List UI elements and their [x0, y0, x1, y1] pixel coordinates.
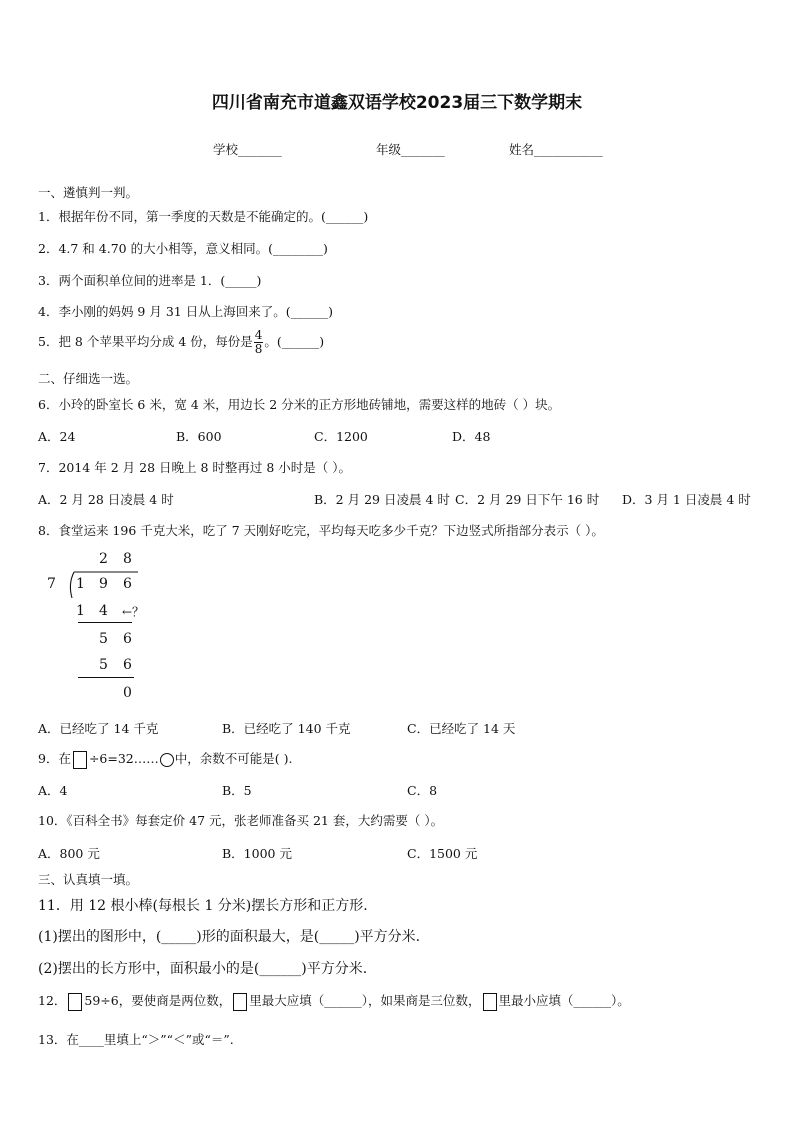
division-rule	[78, 622, 132, 623]
product-digit: 6	[123, 657, 132, 673]
q6-option-a: A．24	[38, 429, 76, 444]
q6-option-d: D．48	[452, 429, 491, 444]
question-6: 6．小玲的卧室长 6 米，宽 4 米，用边长 2 分米的正方形地砖铺地，需要这样的地砖（ ）块。	[38, 397, 561, 412]
q9-option-b: B．5	[222, 783, 252, 798]
blank-box	[73, 751, 87, 769]
section1-heading: 一、遴慎判一判。	[38, 185, 139, 200]
question-12	[38, 991, 630, 1011]
question-9	[38, 749, 292, 769]
quotient-digit: 8	[123, 551, 132, 567]
blank-circle	[160, 753, 174, 767]
final-remainder: 0	[123, 685, 132, 701]
product-digit: 5	[99, 657, 108, 673]
question-1: 1．根据年份不同，第一季度的天数是不能确定的。(______)	[38, 209, 369, 224]
arrow-pointer: ←？	[122, 605, 145, 619]
q7-option-c: C．2 月 29 日下午 16 时	[455, 492, 600, 507]
q10-option-a: A．800 元	[38, 846, 100, 861]
quotient-digit: 2	[99, 551, 108, 567]
question-12-number: 12．	[38, 993, 67, 1008]
product-digit: 4	[99, 603, 108, 619]
question-2: 2．4.7 和 4.70 的大小相等，意义相同。(________)	[38, 241, 328, 256]
remainder-digit: 6	[123, 631, 132, 647]
name-field: 姓名___________	[509, 142, 603, 157]
question-4: 4．李小刚的妈妈 9 月 31 日从上海回来了。(______)	[38, 304, 333, 319]
q6-option-c: C．1200	[314, 429, 368, 444]
school-field: 学校_______	[213, 142, 282, 157]
question-9-text: 9．在	[38, 751, 71, 766]
question-10: 10．《百科全书》每套定价 47 元，张老师准备买 21 套，大约需要（ ）。	[38, 813, 444, 828]
blank-box	[233, 993, 247, 1011]
question-12-expression: 59÷6，要使商是两位数，	[84, 993, 232, 1008]
q7-option-b: B．2 月 29 日凌晨 4 时	[314, 492, 450, 507]
remainder-digit: 5	[99, 631, 108, 647]
dividend-digit: 9	[99, 576, 108, 592]
section2-heading: 二、仔细选一选。	[38, 371, 139, 386]
q8-option-a: A．已经吃了 14 千克	[38, 721, 159, 736]
question-12-part-2: 里最小应填（______）。	[498, 993, 630, 1008]
question-11-part-1: (1)摆出的图形中，(_____)形的面积最大，是(_____)平方分米.	[38, 929, 421, 945]
q10-option-b: B．1000 元	[222, 846, 292, 861]
fraction	[254, 329, 264, 356]
divisor: 7	[47, 576, 56, 592]
division-rule	[78, 677, 134, 678]
blank-box	[68, 993, 82, 1011]
fraction-denominator: 8	[254, 342, 263, 356]
question-11: 11．用 12 根小棒(每根长 1 分米)摆长方形和正方形.	[38, 898, 368, 914]
dividend-digit: 6	[123, 576, 132, 592]
question-9-text-end: 中，余数不可能是( ).	[174, 751, 293, 766]
q8-option-c: C．已经吃了 14 天	[407, 721, 516, 736]
question-5-blank: 。(______)	[264, 334, 325, 349]
q7-option-a: A．2 月 28 日凌晨 4 时	[38, 492, 174, 507]
q9-option-c: C．8	[407, 783, 438, 798]
q8-option-b: B．已经吃了 140 千克	[222, 721, 351, 736]
dividend-digit: 1	[76, 576, 85, 592]
q6-option-b: B．600	[176, 429, 222, 444]
q10-option-c: C．1500 元	[407, 846, 478, 861]
q7-option-d: D．3 月 1 日凌晨 4 时	[622, 492, 751, 507]
question-8: 8．食堂运来 196 千克大米，吃了 7 天刚好吃完，平均每天吃多少千克？下边竖式所指部分表示（ ）。	[38, 523, 604, 538]
page-title: 四川省南充市道鑫双语学校2023届三下数学期末	[211, 93, 583, 113]
section3-heading: 三、认真填一填。	[38, 872, 139, 887]
q9-option-a: A．4	[38, 783, 68, 798]
fraction-numerator: 4	[254, 328, 263, 342]
question-5-text: 5．把 8 个苹果平均分成 4 份，每份是	[38, 334, 253, 349]
question-13: 13．在____里填上“＞”“＜”或“＝”.	[38, 1032, 234, 1047]
question-12-part-1: 里最大应填（______），如果商是三位数，	[249, 993, 481, 1008]
blank-box	[483, 993, 497, 1011]
grade-field: 年级_______	[376, 142, 445, 157]
question-5	[38, 329, 324, 356]
question-3: 3．两个面积单位间的进率是 1．(_____)	[38, 273, 262, 288]
product-digit: 1	[76, 603, 85, 619]
question-9-expression: ÷6=32……	[88, 751, 159, 766]
question-11-part-2: (2)摆出的长方形中，面积最小的是(______)平方分米.	[38, 961, 368, 977]
question-7: 7．2014 年 2 月 28 日晚上 8 时整再过 8 小时是（ ）。	[38, 460, 352, 475]
